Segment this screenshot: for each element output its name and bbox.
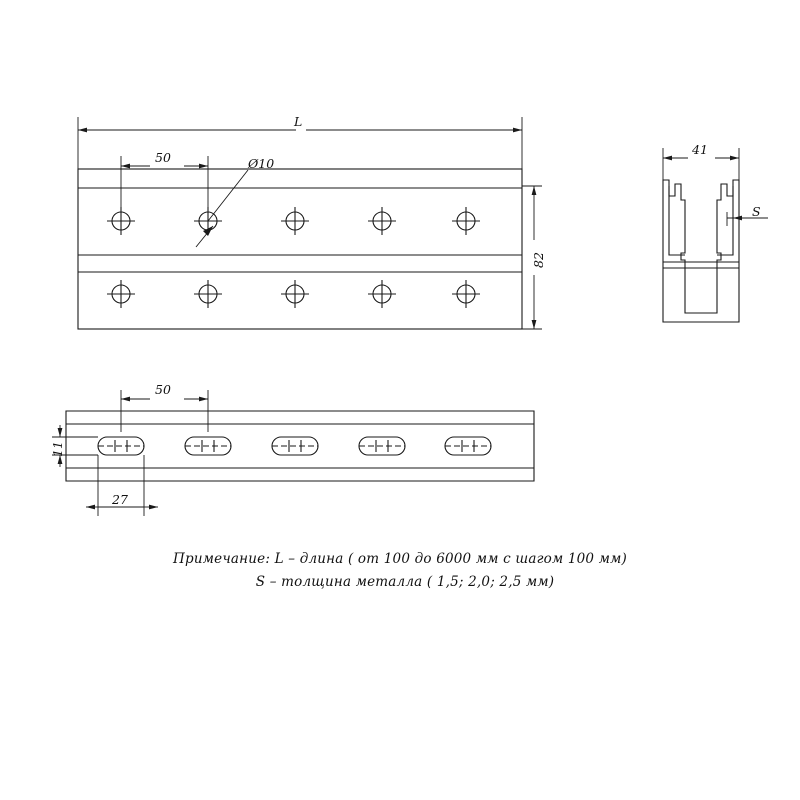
front-view (78, 117, 542, 329)
dim-section-thickness-S: S (752, 204, 761, 219)
dim-length-L: L (294, 114, 303, 129)
note-line-thickness: S – толщина металла ( 1,5; 2,0; 2,5 мм) (255, 573, 555, 590)
dim-top-offset-27: 27 (112, 492, 128, 507)
slot-row (98, 437, 491, 455)
section-view (663, 148, 768, 322)
dim-top-pitch-50: 50 (155, 382, 171, 397)
dim-section-width-41: 41 (692, 142, 708, 157)
dim-front-pitch-50: 50 (155, 150, 171, 165)
hole-row-bottom (107, 280, 480, 308)
dim-hole-diameter: Ø10 (248, 156, 275, 171)
note-line-length: Примечание: L – длина ( от 100 до 6000 мм с шагом 100 мм) (173, 551, 627, 567)
hole-row-top (107, 207, 480, 235)
dim-top-slot-height-11: 11 (50, 441, 65, 457)
dim-front-height-82: 82 (531, 252, 546, 268)
drawing-notes (0, 548, 800, 594)
